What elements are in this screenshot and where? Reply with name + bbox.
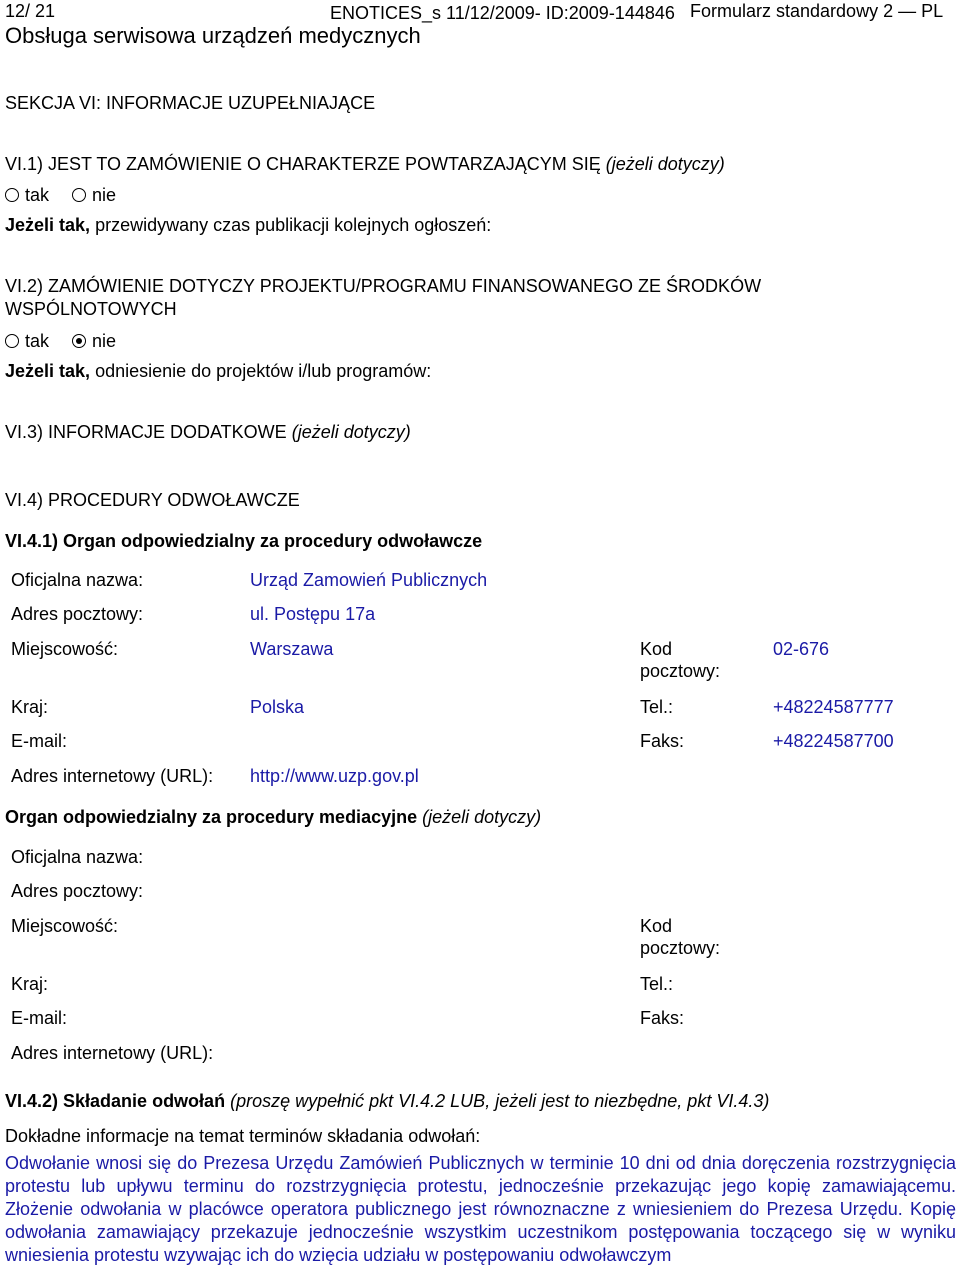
vi1-heading (5, 153, 725, 175)
vi2-option-no-label: nie (92, 331, 117, 351)
med-label-country: Kraj: (11, 974, 49, 994)
vi1-note: (jeżeli dotyczy) (605, 154, 725, 174)
appeal-official-name: Urząd Zamowień Publicznych (250, 570, 488, 590)
radio-icon (5, 334, 19, 348)
med-label-official-name: Oficjalna nazwa: (11, 847, 144, 867)
radio-icon (72, 188, 86, 202)
vi1-heading-text: VI.1) JEST TO ZAMÓWIENIE O CHARAKTERZE POWTARZAJĄCYM SIĘ (5, 154, 601, 174)
appeal-phone: +48224587777 (773, 697, 894, 717)
label-address: Adres pocztowy: (11, 604, 144, 624)
vi1-ifyes-text: przewidywany czas publikacji kolejnych ogłoszeń: (95, 215, 492, 235)
vi42-info-label: Dokładne informacje na temat terminów składania odwołań: (5, 1126, 481, 1146)
appeal-address: ul. Postępu 17a (250, 604, 376, 624)
appeal-city: Warszawa (250, 639, 334, 659)
vi2-option-no[interactable] (72, 330, 116, 352)
vi41-heading: VI.4.1) Organ odpowiedzialny za procedury odwoławcze (5, 531, 483, 551)
vi1-ifyes (5, 214, 491, 236)
vi2-option-yes[interactable] (5, 330, 49, 352)
label-country: Kraj: (11, 697, 49, 717)
med-label-fax: Faks: (640, 1008, 685, 1028)
appeal-url[interactable]: http://www.uzp.gov.pl (250, 766, 419, 786)
appeal-postal-code: 02-676 (773, 639, 830, 659)
label-postal-code: Kod pocztowy: (640, 639, 721, 681)
label-city: Miejscowość: (11, 639, 119, 659)
form-name: Formularz standardowy 2 — PL (690, 1, 944, 21)
appeal-fax: +48224587700 (773, 731, 894, 751)
vi3-note: (jeżeli dotyczy) (291, 422, 411, 442)
label-url: Adres internetowy (URL): (11, 766, 214, 786)
med-label-address: Adres pocztowy: (11, 881, 144, 901)
vi3-heading (5, 421, 411, 443)
vi1-option-yes-label: tak (25, 185, 50, 205)
vi1-option-no[interactable] (72, 184, 116, 206)
document-title: Obsługa serwisowa urządzeń medycznych (5, 23, 421, 48)
vi42-heading-text: VI.4.2) Składanie odwołań (5, 1091, 226, 1111)
page-number: 12/ 21 (5, 1, 56, 21)
label-phone: Tel.: (640, 697, 674, 717)
med-label-phone: Tel.: (640, 974, 674, 994)
label-fax: Faks: (640, 731, 685, 751)
label-email: E-mail: (11, 731, 68, 751)
appeal-country: Polska (250, 697, 305, 717)
label-official-name: Oficjalna nazwa: (11, 570, 144, 590)
vi2-heading-line1: VI.2) ZAMÓWIENIE DOTYCZY PROJEKTU/PROGRAMU FINANSOWANEGO ZE ŚRODKÓW (5, 276, 762, 296)
med-label-email: E-mail: (11, 1008, 68, 1028)
vi2-ifyes-text: odniesienie do projektów i/lub programów: (95, 361, 432, 381)
vi1-option-yes[interactable] (5, 184, 49, 206)
vi1-option-no-label: nie (92, 185, 117, 205)
mediation-note: (jeżeli dotyczy) (422, 807, 542, 827)
vi1-options (5, 184, 134, 206)
radio-checked-icon (72, 334, 86, 348)
vi2-options (5, 330, 134, 352)
mediation-heading (5, 806, 541, 828)
vi42-text: Odwołanie wnosi się do Prezesa Urzędu Zamówień Publicznych w terminie 10 dni od dnia doręczenia rozstrzygnięcia protestu lub upływu terminu do rozstrzygnięcia protestu, jednocześnie przekazując jego kopię zamawiającemu. Złożenie odwołania w placówce operatora publicznego jest równoznaczne z wniesieniem do Prezesa Urzędu. Kopię odwołania zamawiający przekazuje jednocześnie wszystkim uczestnikom postępowania toczącego się w wyniku wniesienia protestu wzywając ich do wzięcia udziału w postępowaniu odwoławczym (5, 1153, 956, 1265)
radio-icon (5, 188, 19, 202)
vi3-heading-text: VI.3) INFORMACJE DODATKOWE (5, 422, 287, 442)
med-label-url: Adres internetowy (URL): (11, 1043, 214, 1063)
section-title: SEKCJA VI: INFORMACJE UZUPEŁNIAJĄCE (5, 93, 376, 113)
med-label-city: Miejscowość: (11, 916, 119, 936)
vi42-note: (proszę wypełnić pkt VI.4.2 LUB, jeżeli jest to niezbędne, pkt VI.4.3) (230, 1091, 770, 1111)
vi4-heading: VI.4) PROCEDURY ODWOŁAWCZE (5, 490, 300, 510)
vi2-ifyes-bold: Jeżeli tak, (5, 361, 91, 381)
vi2-heading-line2: WSPÓLNOTOWYCH (5, 299, 177, 319)
mediation-heading-text: Organ odpowiedzialny za procedury mediacyjne (5, 807, 418, 827)
vi1-ifyes-bold: Jeżeli tak, (5, 215, 91, 235)
vi2-option-yes-label: tak (25, 331, 50, 351)
notice-id: ENOTICES_s 11/12/2009- ID:2009-144846 (330, 3, 675, 23)
vi42-heading (5, 1090, 769, 1112)
med-label-postal-code: Kod pocztowy: (640, 916, 721, 958)
vi2-ifyes (5, 360, 431, 382)
